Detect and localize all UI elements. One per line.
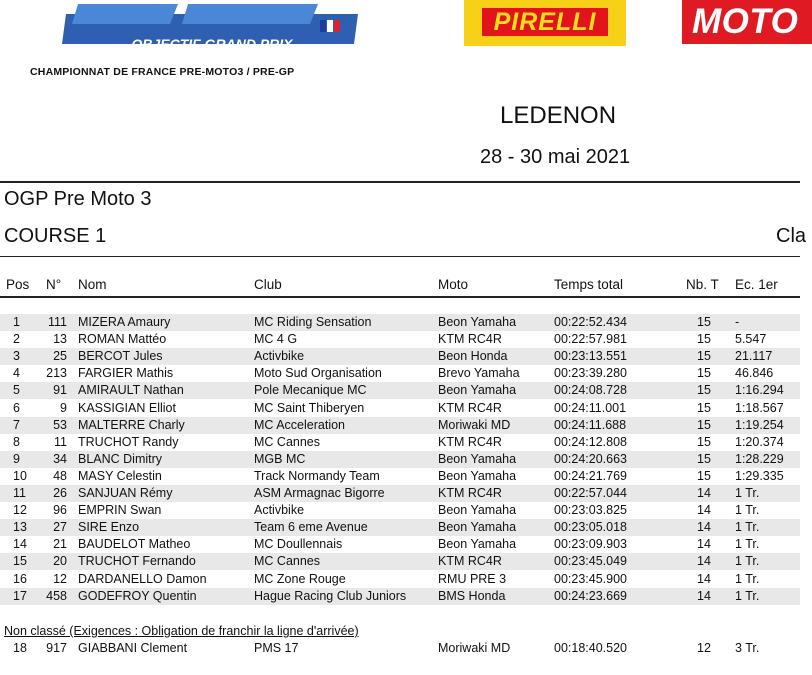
cell-pos: 3: [13, 349, 20, 364]
cell-moto: Moriwaki MD: [438, 417, 511, 432]
cell-gap: 1 Tr.: [735, 571, 760, 586]
cell-moto: Beon Yamaha: [438, 383, 517, 398]
cell-name: EMPRIN Swan: [78, 503, 162, 518]
cell-pos: 17: [13, 588, 27, 603]
table-row: [0, 553, 800, 570]
table-row: [0, 536, 800, 553]
cell-num: 53: [53, 417, 67, 432]
cell-moto: Beon Yamaha: [438, 503, 517, 518]
cell-moto: KTM RC4R: [438, 400, 502, 415]
table-row: [0, 331, 800, 348]
cell-moto: KTM RC4R: [438, 486, 502, 500]
cell-club: MC Cannes: [254, 554, 320, 569]
cell-pos: 16: [13, 571, 27, 586]
cell-moto: BMS Honda: [438, 588, 506, 603]
cell-time: 00:23:13.551: [554, 349, 627, 364]
cell-gap: 1 Tr.: [735, 554, 760, 569]
cell-moto: Beon Yamaha: [438, 468, 517, 483]
divider-header: [0, 296, 800, 298]
col-header-gap: Ec. 1er: [735, 277, 778, 292]
cell-gap: 1:18.567: [735, 400, 784, 415]
category-title: OGP Pre Moto 3: [4, 188, 152, 210]
col-header-name: Nom: [78, 277, 107, 292]
cell-gap: 1 Tr.: [735, 520, 760, 535]
cell-pos: 12: [13, 503, 27, 518]
cell-time: 00:24:12.808: [554, 434, 627, 449]
cell-pos: 11: [13, 486, 26, 500]
table-row: [0, 314, 800, 331]
cell-laps: 15: [697, 349, 711, 364]
cell-time: 00:18:40.520: [554, 641, 627, 655]
cell-num: 91: [53, 383, 67, 398]
cell-name: MIZERA Amaury: [78, 315, 171, 329]
cell-club: MC 4 G: [254, 332, 298, 347]
col-header-laps: Nb. T: [686, 277, 719, 292]
divider-middle: [0, 256, 800, 257]
cell-club: MC Zone Rouge: [254, 571, 346, 586]
cell-moto: Beon Yamaha: [438, 537, 517, 552]
cell-name: TRUCHOT Fernando: [78, 554, 196, 569]
cell-num: 25: [53, 349, 67, 364]
cell-laps: 15: [697, 383, 711, 398]
cell-name: AMIRAULT Nathan: [78, 383, 184, 398]
cell-moto: KTM RC4R: [438, 554, 502, 569]
cell-pos: 6: [13, 400, 20, 415]
cell-laps: 15: [697, 315, 711, 329]
cell-gap: 1 Tr.: [735, 537, 760, 552]
cell-moto: KTM RC4R: [438, 332, 502, 347]
cell-moto: Beon Honda: [438, 349, 508, 364]
cell-laps: 14: [697, 537, 711, 552]
col-header-moto: Moto: [438, 277, 469, 292]
cell-club: Activbike: [254, 503, 305, 518]
cell-pos: 10: [13, 468, 27, 483]
col-header-pos: Pos: [6, 277, 30, 292]
cell-name: FARGIER Mathis: [78, 366, 174, 381]
cell-club: MC Doullennais: [254, 537, 343, 552]
cell-name: MALTERRE Charly: [78, 417, 185, 432]
cell-gap: 1:16.294: [735, 383, 784, 398]
cell-gap: 1 Tr.: [735, 503, 760, 518]
cell-num: 9: [60, 400, 67, 415]
event-venue: LEDENON: [500, 102, 617, 129]
logo-subtext: OBJECTIF GRAND PRIX: [131, 36, 293, 52]
cell-laps: 14: [697, 571, 711, 586]
cell-name: SANJUAN Rémy: [78, 486, 173, 500]
cell-pos: 9: [13, 451, 20, 466]
cell-pos: 14: [13, 537, 27, 552]
cell-time: 00:23:39.280: [554, 366, 627, 381]
cell-name: GODEFROY Quentin: [78, 588, 197, 603]
cell-club: PMS 17: [254, 641, 299, 655]
cell-num: 213: [46, 366, 67, 381]
cell-gap: 21.117: [735, 349, 773, 364]
cell-pos: 8: [13, 434, 20, 449]
cell-name: BAUDELOT Matheo: [78, 537, 191, 552]
cell-pos: 5: [13, 383, 20, 398]
cell-time: 00:24:08.728: [554, 383, 627, 398]
col-header-time: Temps total: [554, 277, 624, 292]
cell-time: 00:22:57.044: [554, 486, 627, 500]
session-title: COURSE 1: [4, 225, 107, 247]
cell-moto: RMU PRE 3: [438, 571, 507, 586]
championship-title: CHAMPIONNAT DE FRANCE PRE-MOTO3 / PRE-GP: [30, 66, 295, 78]
cell-gap: 1:20.374: [735, 434, 784, 449]
ogp-logo: [58, 0, 368, 52]
cell-num: 26: [53, 486, 67, 500]
cell-club: Team 6 eme Avenue: [254, 520, 368, 535]
cell-gap: -: [735, 315, 740, 329]
moto-logo: [682, 0, 812, 44]
table-row: [0, 519, 800, 536]
cell-pos: 1: [13, 315, 20, 329]
cell-time: 00:24:21.769: [554, 468, 627, 483]
cell-time: 00:22:57.981: [554, 332, 627, 347]
cell-time: 00:23:03.825: [554, 503, 627, 518]
cell-num: 111: [47, 315, 67, 329]
table-row: [0, 502, 800, 519]
cell-name: BERCOT Jules: [78, 349, 163, 364]
cell-club: Track Normandy Team: [254, 468, 380, 483]
cell-club: Activbike: [254, 349, 305, 364]
cell-moto: Beon Yamaha: [438, 315, 517, 329]
cell-num: 34: [53, 451, 67, 466]
cell-club: Hague Racing Club Juniors: [254, 588, 407, 603]
cell-num: 27: [53, 520, 67, 535]
cell-time: 00:24:23.669: [554, 588, 627, 603]
cell-name: SIRE Enzo: [78, 520, 140, 535]
cell-gap: 46.846: [735, 366, 774, 381]
cell-num: 21: [53, 537, 67, 552]
cell-laps: 12: [697, 641, 711, 655]
cell-gap: 1:28.229: [735, 451, 784, 466]
cell-time: 00:23:09.903: [554, 537, 627, 552]
pirelli-logo-text: PIRELLI: [482, 8, 608, 36]
cell-club: MC Acceleration: [254, 417, 346, 432]
cell-time: 00:23:05.018: [554, 520, 627, 535]
table-row: [0, 365, 800, 382]
cell-moto: Moriwaki MD: [438, 641, 511, 655]
cell-num: 458: [46, 588, 67, 603]
cell-laps: 15: [697, 417, 711, 432]
cell-club: MC Cannes: [254, 434, 320, 449]
cell-name: GIABBANI Clement: [78, 641, 188, 655]
cell-time: 00:22:52.434: [554, 315, 627, 329]
cell-num: 917: [46, 641, 67, 655]
col-header-num: N°: [46, 277, 62, 292]
cell-time: 00:24:20.663: [554, 451, 627, 466]
cell-moto: Beon Yamaha: [438, 520, 517, 535]
cell-name: MASY Celestin: [78, 468, 162, 483]
cell-gap: 5.547: [735, 332, 767, 347]
cell-gap: 3 Tr.: [735, 641, 760, 655]
cell-time: 00:23:45.900: [554, 571, 627, 586]
cell-laps: 14: [697, 503, 711, 518]
cell-club: Pole Mecanique MC: [254, 383, 367, 398]
table-row: [0, 468, 800, 485]
cell-laps: 15: [697, 332, 711, 347]
table-row: [0, 400, 800, 417]
cell-club: ASM Armagnac Bigorre: [254, 486, 385, 500]
cell-moto: KTM RC4R: [438, 434, 502, 449]
cell-num: 20: [53, 554, 67, 569]
cell-club: Moto Sud Organisation: [254, 366, 382, 381]
cell-pos: 7: [13, 417, 20, 432]
cell-laps: 15: [697, 451, 711, 466]
cell-pos: 2: [13, 332, 20, 347]
cell-laps: 14: [697, 588, 711, 603]
cell-num: 48: [53, 468, 67, 483]
cell-laps: 15: [697, 468, 711, 483]
pirelli-logo: [464, 0, 626, 46]
cell-name: ROMAN Mattéo: [78, 332, 167, 347]
cell-gap: 1 Tr.: [735, 588, 760, 603]
non-classified-title: Non classé (Exigences : Obligation de franchir la ligne d'arrivée): [4, 624, 359, 638]
cell-time: 00:24:11.001: [554, 400, 627, 415]
table-row: [0, 417, 800, 434]
divider-top: [0, 181, 800, 183]
cell-laps: 15: [697, 400, 711, 415]
cell-laps: 15: [697, 366, 711, 381]
table-row: [0, 640, 800, 657]
cell-pos: 13: [13, 520, 27, 535]
cell-name: KASSIGIAN Elliot: [78, 400, 176, 415]
cell-laps: 14: [697, 520, 711, 535]
col-header-club: Club: [254, 277, 282, 292]
table-row: [0, 451, 800, 468]
cell-laps: 15: [697, 434, 711, 449]
cell-num: 12: [53, 571, 67, 586]
cell-num: 13: [53, 332, 67, 347]
cell-club: MGB MC: [254, 451, 306, 466]
table-row: [0, 348, 800, 365]
cell-club: MC Riding Sensation: [254, 315, 372, 329]
cell-time: 00:23:45.049: [554, 554, 627, 569]
cell-num: 96: [53, 503, 67, 518]
classification-label: Cla: [776, 225, 807, 247]
cell-name: DARDANELLO Damon: [78, 571, 207, 586]
table-row: [0, 382, 800, 399]
table-row: [0, 588, 800, 605]
cell-time: 00:24:11.688: [554, 417, 627, 432]
cell-name: TRUCHOT Randy: [78, 434, 179, 449]
cell-pos: 4: [13, 366, 20, 381]
cell-name: BLANC Dimitry: [78, 451, 163, 466]
cell-pos: 18: [13, 641, 27, 655]
cell-club: MC Saint Thiberyen: [254, 400, 365, 415]
moto-logo-text: MOTO: [692, 2, 799, 41]
cell-laps: 14: [697, 486, 711, 500]
cell-moto: Brevo Yamaha: [438, 366, 520, 381]
cell-laps: 14: [697, 554, 711, 569]
event-dates: 28 - 30 mai 2021: [480, 146, 631, 168]
cell-gap: 1:29.335: [735, 468, 784, 483]
cell-moto: Beon Yamaha: [438, 451, 517, 466]
cell-gap: 1:19.254: [735, 417, 784, 432]
table-row: [0, 485, 800, 502]
cell-gap: 1 Tr.: [735, 486, 760, 500]
cell-pos: 15: [13, 554, 27, 569]
table-row: [0, 571, 800, 588]
cell-num: 11: [54, 434, 67, 449]
table-row: [0, 434, 800, 451]
